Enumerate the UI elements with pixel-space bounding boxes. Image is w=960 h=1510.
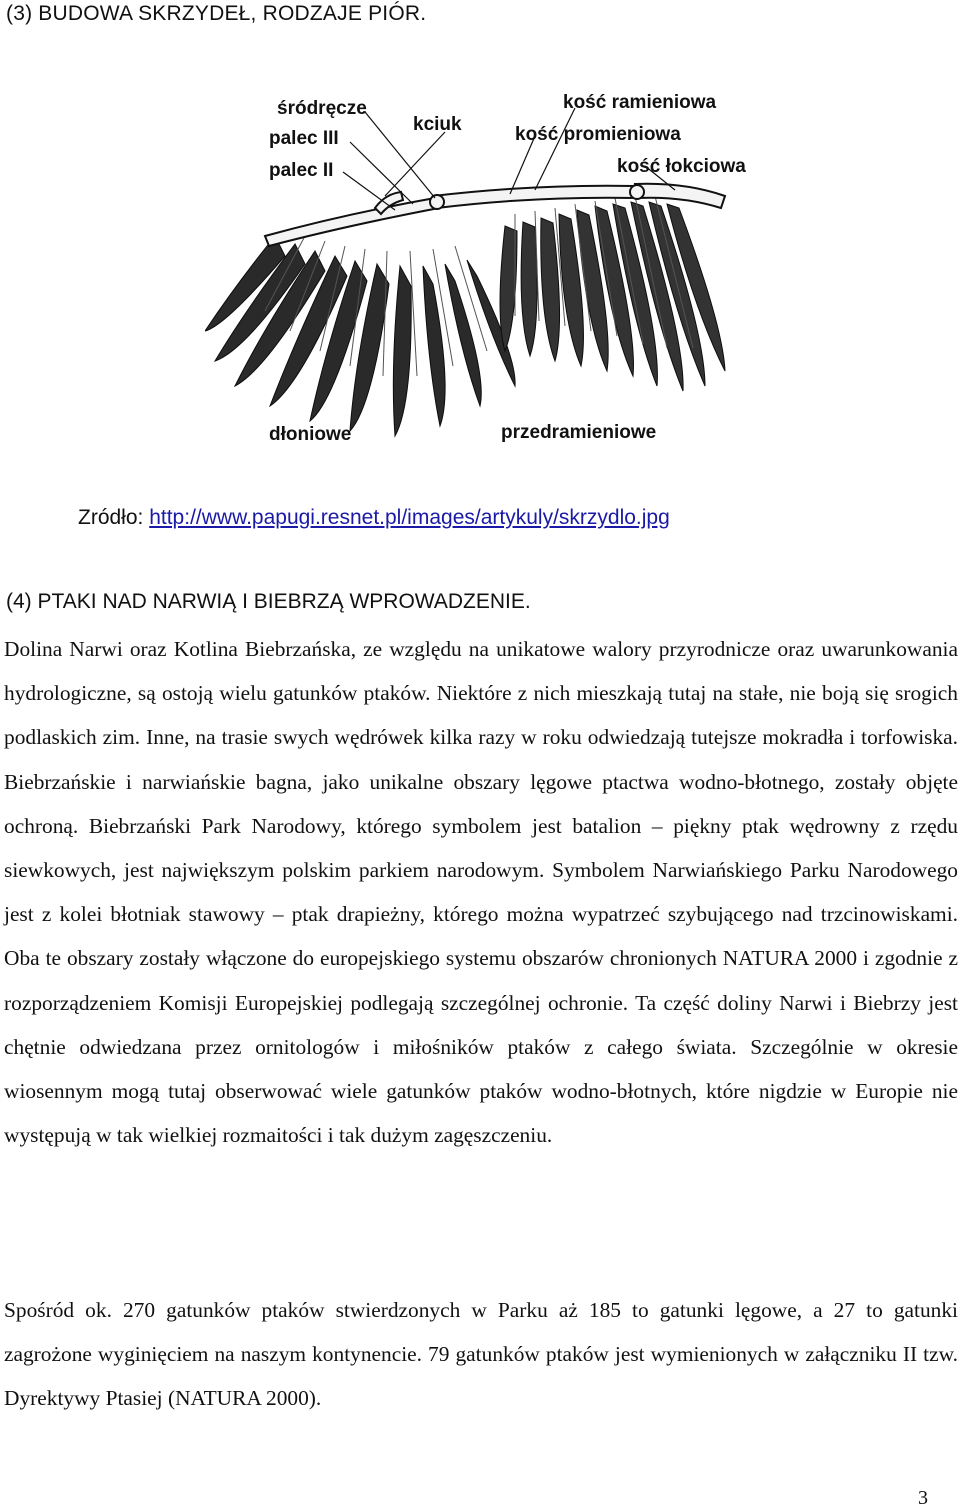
source-prefix: Zródło: [78,506,150,529]
page-number: 3 [918,1487,928,1509]
label-kosc-promieniowa: kość promieniowa [515,124,681,145]
section-4-heading: (4) PTAKI NAD NARWIĄ I BIEBRZĄ WPROWADZENIE. [6,590,531,613]
label-srodrecze: śródręcze [277,98,367,119]
section-3-heading: (3) BUDOWA SKRZYDEŁ, RODZAJE PIÓR. [6,2,427,25]
label-palec-iii: palec III [269,128,339,149]
label-przedramieniowe: przedramieniowe [501,422,657,443]
source-link[interactable]: http://www.papugi.resnet.pl/images/artykuly/skrzydlo.jpg [149,506,670,529]
label-kciuk: kciuk [413,114,462,135]
label-dloniowe: dłoniowe [269,424,352,445]
body-paragraph-1: Dolina Narwi oraz Kotlina Biebrzańska, ze względu na unikatowe walory przyrodnicze oraz uwarunkowania hydrologiczne, są ostoją wielu gatunków ptaków. Niektóre z nich mieszkają tutaj na stałe, nie boją się srogich podlaskich zim. Inne, na trasie swych wędrówek kilka razy w roku odwiedzają tutejsze mokradła i torfowiska. Biebrzańskie i narwiańskie bagna, jako unikalne obszary lęgowe ptactwa wodno-błotnego, zostały objęte ochroną. Biebrzański Park Narodowy, którego symbolem jest batalion – piękny ptak wędrowny z rzędu siewkowych, jest największym polskim parkiem narodowym. Symbolem Narwiańskiego Parku Narodowego jest z kolei błotniak stawowy – ptak drapieżny, którego można wypatrzeć szybującego nad trzcinowiskami. Oba te obszary zostały włączone do europejskiego systemu obszarów chronionych NATURA 2000 i zgodnie z rozporządzeniem Komisji Europejskiej podlegają szczególnej ochronie. Ta część doliny Narwi i Biebrzy jest chętnie odwiedzana przez ornitologów i miłośników ptaków z całego świata. Szczególnie w okresie wiosennym mogą tutaj obserwować wiele gatunków ptaków wodno-błotnych, które nigdzie w Europie nie występują w tak wielkiej rozmaitości i tak dużym zagęszczeniu. [4,637,958,1148]
body-paragraph-2: Spośród ok. 270 gatunków ptaków stwierdzonych w Parku aż 185 to gatunki lęgowe, a 27 to gatunki zagrożone wyginięciem na naszym kontynencie. 79 gatunków ptaków jest wymienionych w załączniku II tzw. Dyrektywy Ptasiej (NATURA 2000). [4,1298,958,1411]
label-kosc-ramieniowa: kość ramieniowa [563,92,717,113]
figure-source [78,506,670,530]
wing-illustration [205,86,765,456]
label-kosc-lokciowa: kość łokciowa [617,156,746,177]
wing-diagram [205,86,765,456]
label-palec-ii: palec II [269,160,334,181]
